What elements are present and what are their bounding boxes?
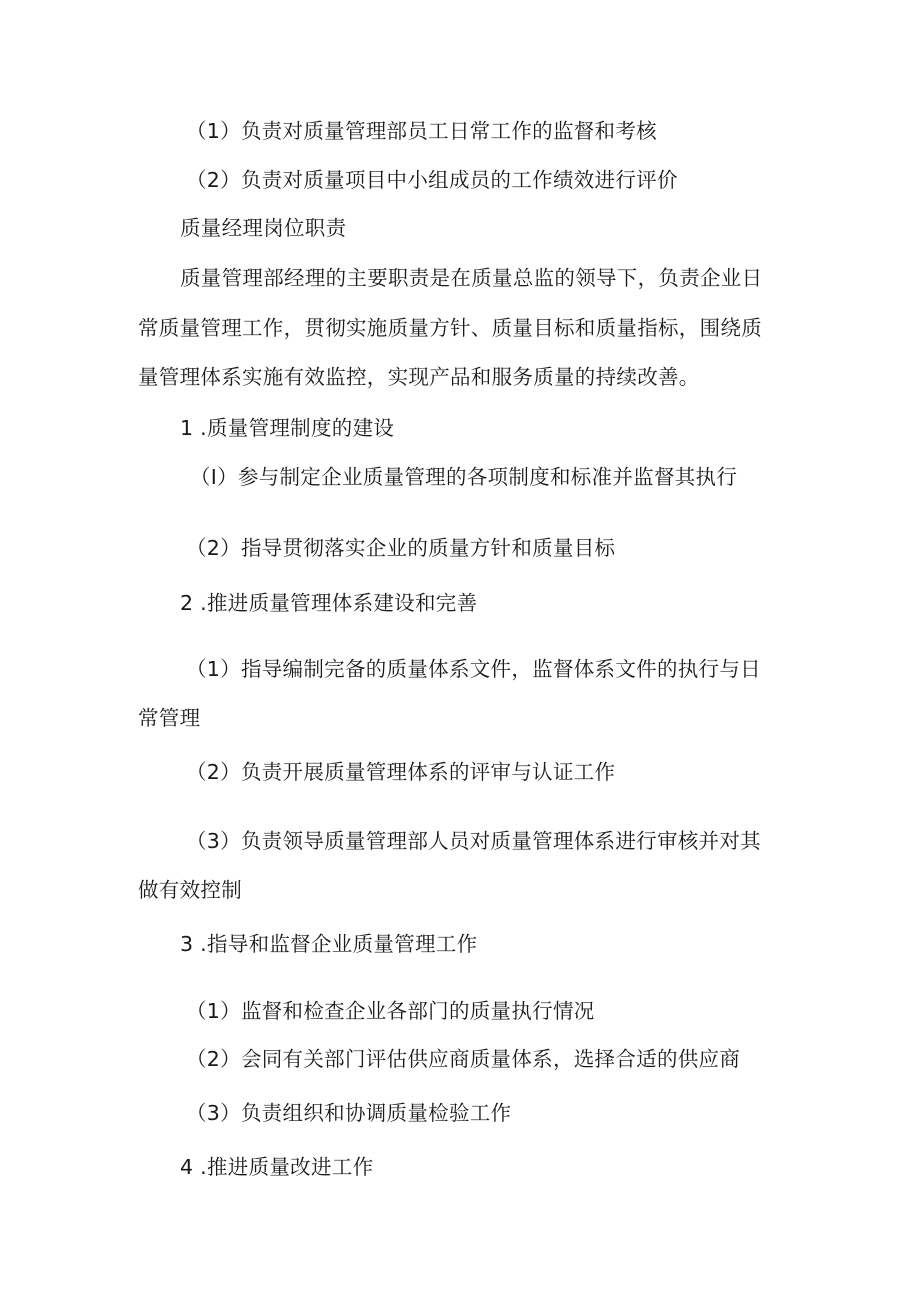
numbered-heading: 2 .推进质量管理体系建设和完善 (180, 591, 478, 615)
paragraph-line: （2）指导贯彻落实企业的质量方针和质量目标 (186, 536, 616, 560)
paragraph-line: （2）负责对质量项目中小组成员的工作绩效进行评价 (186, 168, 678, 192)
section-heading: 质量经理岗位职责 (180, 216, 347, 240)
numbered-heading: 3 .指导和监督企业质量管理工作 (180, 932, 478, 956)
paragraph-line: 量管理体系实施有效监控，实现产品和服务质量的持续改善。 (138, 365, 700, 389)
paragraph-line: 质量管理部经理的主要职责是在质量总监的领导下，负责企业日 (180, 266, 763, 290)
paragraph-line: （I）参与制定企业质量管理的各项制度和标准并监督其执行 (190, 465, 738, 489)
paragraph-line: （2）会同有关部门评估供应商质量体系，选择合适的供应商 (186, 1047, 741, 1071)
paragraph-line: 常质量管理工作，贯彻实施质量方针、质量目标和质量指标，围绕质 (138, 316, 762, 340)
paragraph-line: （2）负责开展质量管理体系的评审与认证工作 (186, 760, 616, 784)
numbered-heading: 1 .质量管理制度的建设 (180, 416, 395, 440)
paragraph-line: 做有效控制 (138, 878, 242, 902)
paragraph-line: 常管理 (138, 706, 201, 730)
paragraph-line: （3）负责组织和协调质量检验工作 (186, 1101, 512, 1125)
paragraph-line: （3）负责领导质量管理部人员对质量管理体系进行审核并对其 (186, 829, 761, 853)
numbered-heading: 4 .推进质量改进工作 (180, 1155, 374, 1179)
paragraph-line: （1）监督和检查企业各部门的质量执行情况 (186, 999, 595, 1023)
paragraph-line: （1）负责对质量管理部员工日常工作的监督和考核 (186, 119, 657, 143)
paragraph-line: （1）指导编制完备的质量体系文件，监督体系文件的执行与日 (186, 657, 761, 681)
